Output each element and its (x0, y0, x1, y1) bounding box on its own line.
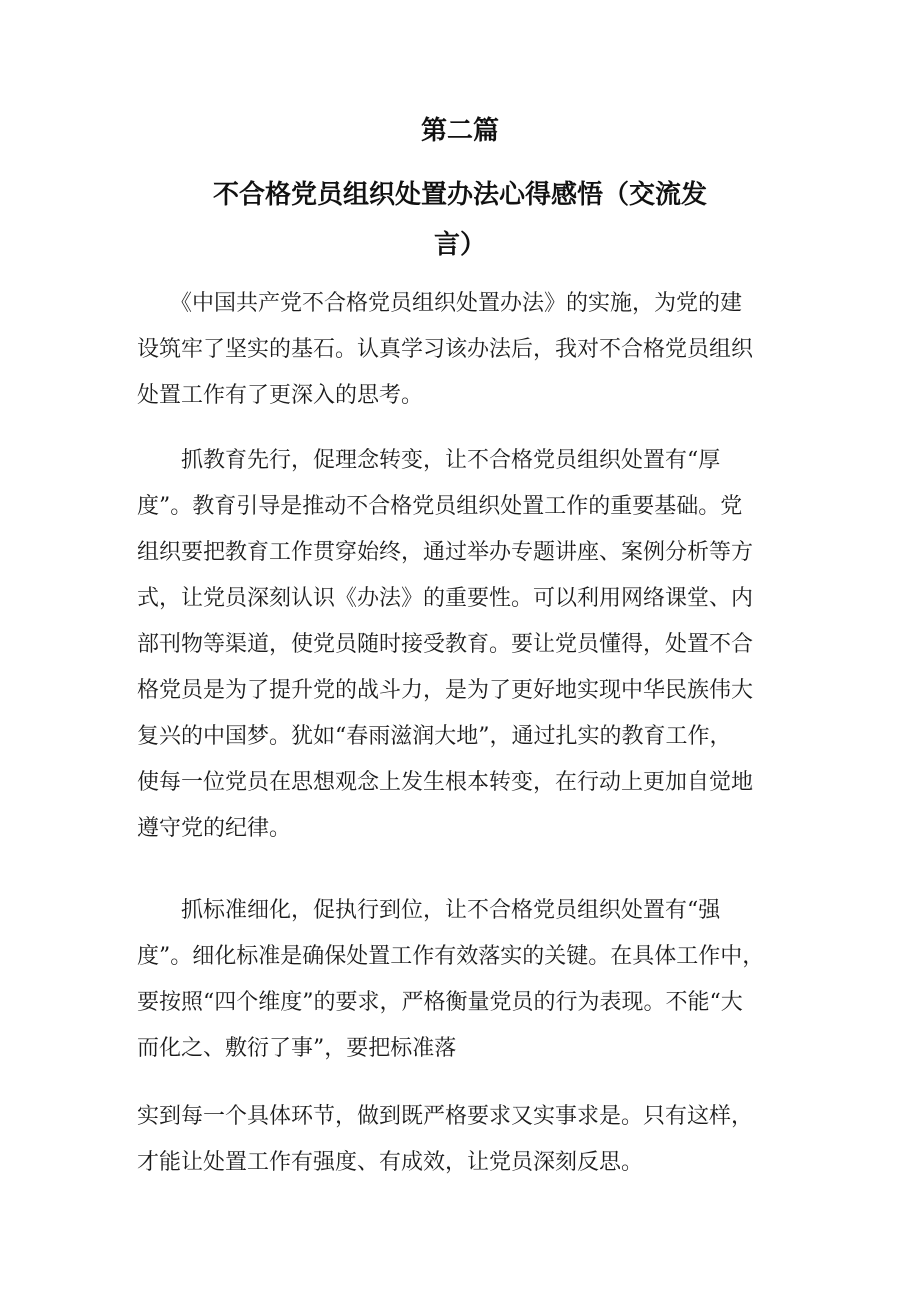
paragraph-line: 设筑牢了坚实的基石。认真学习该办法后，我对不合格党员组织 (137, 337, 754, 362)
paragraph-line: 才能让处置工作有强度、有成效，让党员深刻反思。 (137, 1150, 644, 1175)
section-label: 第二篇 (420, 116, 499, 146)
paragraph-line: 复兴的中国梦。犹如“春雨滋润大地”，通过扎实的教育工作， (137, 724, 732, 749)
paragraph-line: 实到每一个具体环节，做到既严格要求又实事求是。只有这样， (137, 1104, 754, 1129)
paragraph-line: 度”。教育引导是推动不合格党员组织处置工作的重要基础。党 (137, 494, 743, 519)
paragraph-line: 度”。细化标准是确保处置工作有效落实的关键。在具体工作中， (137, 944, 765, 969)
paragraph-line: 部刊物等渠道，使党员随时接受教育。要让党员懂得，处置不合 (137, 632, 754, 657)
paragraph-line: 式，让党员深刻认识《办法》的重要性。可以利用网络课堂、内 (137, 586, 754, 611)
paragraph-line: 遵守党的纪律。 (137, 816, 292, 841)
paragraph-line: 要按照“四个维度”的要求，严格衡量党员的行为表现。不能“大 (137, 990, 743, 1015)
document-title-line-1: 不合格党员组织处置办法心得感悟（交流发 (212, 180, 707, 210)
paragraph-line: 抓标准细化，促执行到位，让不合格党员组织处置有“强 (137, 898, 721, 923)
paragraph-line: 《中国共产党不合格党员组织处置办法》的实施，为党的建 (137, 291, 743, 316)
paragraph-line: 组织要把教育工作贯穿始终，通过举办专题讲座、案例分析等方 (137, 540, 754, 565)
paragraph-line: 抓教育先行，促理念转变，让不合格党员组织处置有“厚 (137, 448, 721, 473)
paragraph-line: 使每一位党员在思想观念上发生根本转变，在行动上更加自觉地 (137, 770, 754, 795)
paragraph-line: 处置工作有了更深入的思考。 (137, 383, 424, 408)
paragraph-line: 格党员是为了提升党的战斗力，是为了更好地实现中华民族伟大 (137, 678, 754, 703)
document-title-line-2: 言） (433, 230, 486, 260)
paragraph-line: 而化之、敷衍了事”，要把标准落 (137, 1036, 457, 1061)
